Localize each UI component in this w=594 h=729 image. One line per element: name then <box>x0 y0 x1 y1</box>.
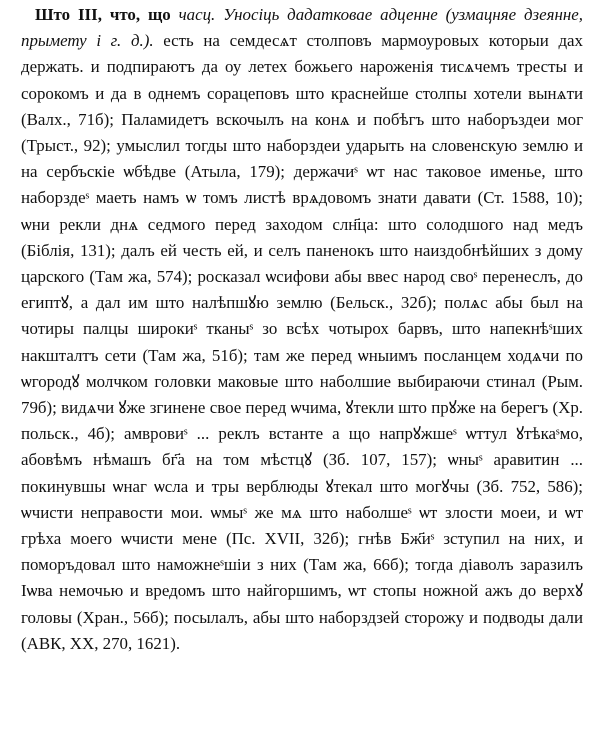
dictionary-page <box>21 0 583 729</box>
dictionary-entry <box>21 0 583 657</box>
entry-gloss: Уносіць дадатковае адценне (узмацняе дзеянне, прымету і г. д.). <box>21 5 583 51</box>
entry-citations: есть на семдесѧт столповъ мармоуровых которыи дах держать. и подпираютъ да оу летех божьего нароженія тисѧчемъ тресты и сорокомъ и да в однемъ сорацеповъ што краснейше столпы хотели вынѧти (Валх., 71б); Паламидетъ вскочылъ на конѧ и побѣгъ што наборъздеи мог (Трыст., 92); умыслил тогды што наборздеи ударыть на словенскую землю и на сербъскіе ѡбѣдве (Атыла, 179); держачиˢ ѡт нас таковое именье, што наборздеˢ маеть намъ ѡ томъ листѣ врѧдовомъ знати давати (Ст. 1588, 10); ѡни рекли днѧ седмого перед заходом слн҃ца: што солодшого над медъ (Біблія, 131); далъ ей честь ей, и селъ паненокъ што наиздобнѣйших з дому царского (Там жа, 574); росказал ѡсифови абы ввес народ своˢ перенеслъ, до египтꙋ, а дал им што налѣпшꙋю землю (Бельск., 32б); полѧс абы был на чотиры палцы широкиˢ тканыˢ зо всѣх чотырох барвъ, што напекнѣˢших накшталтъ сети (Там жа, 51б); там же перед ѡныимъ посланцем ходѧчи по ѡгородꙋ молчком головки маковые што наболшие выбираючи стинал (Рым. 79б); видѧчи ꙋже згинене свое перед ѡчима, ꙋтекли што прꙋже на берегъ (Хр. польск., 4б); амвровиˢ ... реклъ встанте а що напрꙋжшеˢ ѡттул ꙋтѣкаˢмо, абовѣмъ нѣмашъ бг҃а на том мѣстцꙋ (Зб. 107, 157); ѡныˢ аравитин ... покинувшы ѡнаг ѡсла и тры верблюды ꙋтекал што могꙋчы (Зб. 752, 586); ѡчисти неправости мои. ѡмыˢ же мѧ што наболшеˢ ѡт злости моеи, и ѡт грѣха моего ѡчисти мене (Пс. XVII, 32б); гнѣв Бж҃иˢ зступил на них, и поморъдовал што наможнеˢшіи з них (Там жа, 66б); тогда діаволъ заразилъ Іѡва немочью и вредомъ што найгоршимъ, ѡт стопы ножной ажъ до верхꙋ головы (Хран., 56б); посылалъ, абы што наборздзей сторожу и подводы дали (АВК, XX, 270, 1621). <box>21 31 583 653</box>
entry-part-of-speech: часц. <box>178 5 216 24</box>
entry-headword: Што III, что, що <box>35 5 171 24</box>
